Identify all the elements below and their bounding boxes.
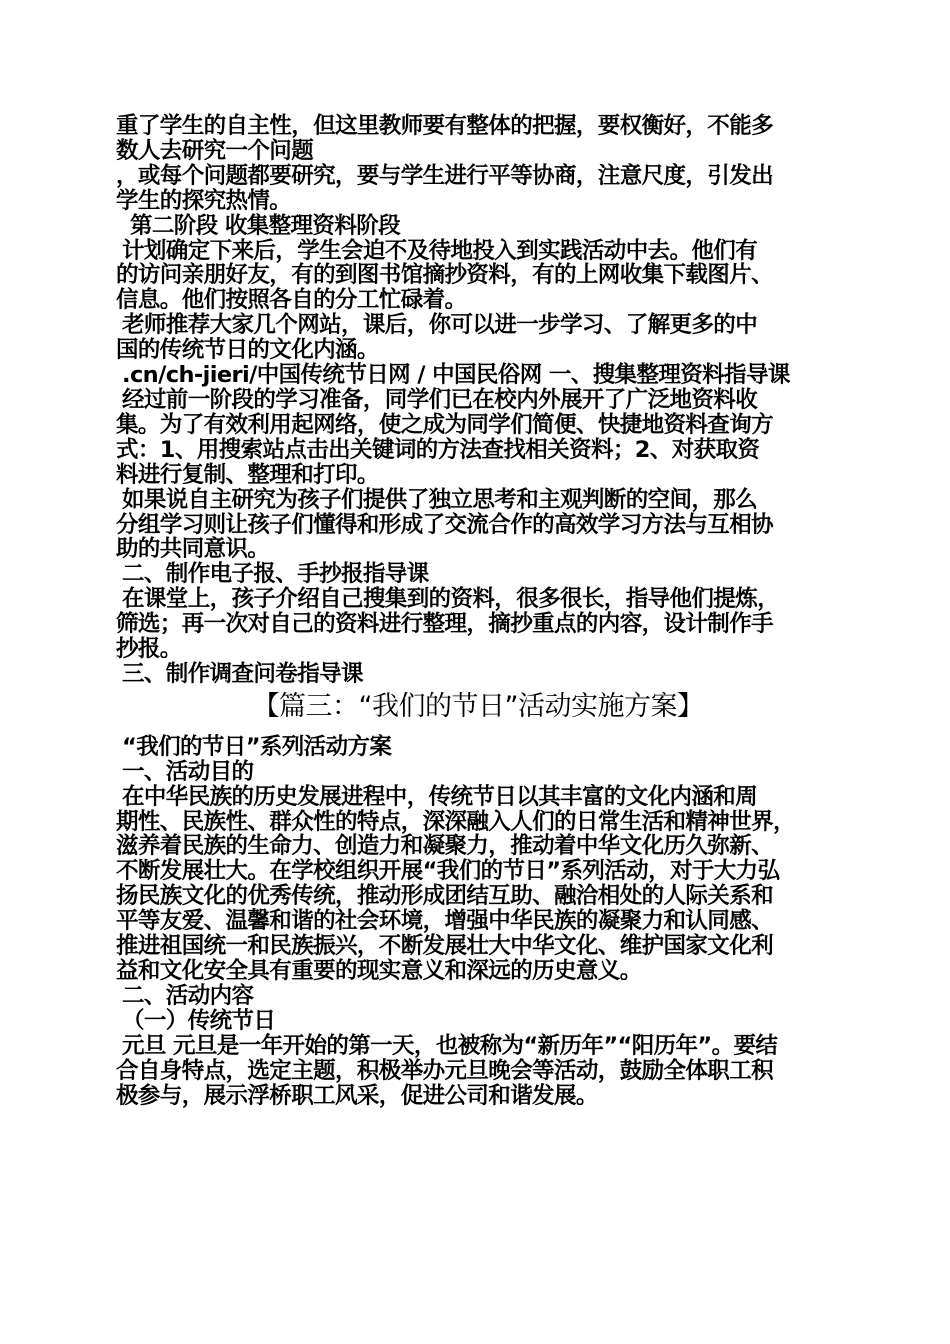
text-line: 分组学习则让孩子们懂得和形成了交流合作的高效学习方法与互相协 xyxy=(116,511,774,538)
text-line: 助的共同意识。 xyxy=(116,536,270,563)
text-line: 学生的探究热情。 xyxy=(116,187,292,214)
text-line: 老师推荐大家几个网站，课后，你可以进一步学习、了解更多的中 xyxy=(122,312,758,339)
text-line: 数人去研究一个问题 xyxy=(116,137,314,164)
text-line: 滋养着民族的生命力、创造力和凝聚力，推动着中华文化历久弥新、 xyxy=(116,833,774,860)
heading-newspaper-lesson: 二、制作电子报、手抄报指导课 xyxy=(122,561,429,588)
text-line: 如果说自主研究为孩子们提供了独立思考和主观判断的空间，那么 xyxy=(122,486,758,513)
text-line: 元旦 元旦是一年开始的第一天，也被称为“新历年”“阳历年”。要结 xyxy=(122,1032,778,1059)
text-line: 在中华民族的历史发展进程中，传统节日以其丰富的文化内涵和周 xyxy=(122,783,758,810)
text-block-after xyxy=(116,735,840,1109)
heading-traditional-festivals: （一）传统节日 xyxy=(122,1007,276,1034)
document-page xyxy=(116,114,840,1108)
text-line: 经过前一阶段的学习准备，同学们已在校内外展开了广泛地资料收 xyxy=(122,386,758,413)
text-line: 平等友爱、温馨和谐的社会环境，增强中华民族的凝聚力和认同感、 xyxy=(116,908,774,935)
text-block-before xyxy=(116,114,840,687)
text-line: .cn/ch-jieri/中国传统节日网 / 中国民俗网 一、搜集整理资料指导课 xyxy=(122,362,790,389)
heading-activity-purpose: 一、活动目的 xyxy=(122,758,254,785)
text-line: 不断发展壮大。在学校组织开展“我们的节日”系列活动，对于大力弘 xyxy=(116,858,780,885)
heading-stage-two: 第二阶段 收集整理资料阶段 xyxy=(130,212,401,239)
text-line: 扬民族文化的优秀传统，推动形成团结互助、融洽相处的人际关系和 xyxy=(116,883,774,910)
section-title: 【篇三：“我们的节日”活动实施方案】 xyxy=(252,690,704,722)
text-line: ，或每个问题都要研究，要与学生进行平等协商，注意尺度，引发出 xyxy=(116,162,774,189)
text-line: 式：1、用搜索站点击出关键词的方法查找相关资料；2、对获取资 xyxy=(116,436,760,463)
text-line: 推进祖国统一和民族振兴，不断发展壮大中华文化、维护国家文化利 xyxy=(116,933,774,960)
text-line: 的访问亲朋好友，有的到图书馆摘抄资料，有的上网收集下载图片、 xyxy=(116,262,774,289)
text-line: 合自身特点，选定主题，积极举办元旦晚会等活动，鼓励全体职工积 xyxy=(116,1057,774,1084)
heading-activity-content: 二、活动内容 xyxy=(122,982,254,1009)
text-line: 重了学生的自主性，但这里教师要有整体的把握，要权衡好，不能多 xyxy=(116,113,774,139)
text-line: 集。为了有效利用起网络，使之成为同学们简便、快捷地资料查询方 xyxy=(116,411,774,438)
text-line: 料进行复制、整理和打印。 xyxy=(116,461,379,488)
text-line: 抄报。 xyxy=(116,636,182,663)
text-line: 信息。他们按照各自的分工忙碌着。 xyxy=(116,287,467,314)
text-line: 计划确定下来后，学生会迫不及待地投入到实践活动中去。他们有 xyxy=(122,237,758,264)
text-line: 期性、民族性、群众性的特点，深深融入人们的日常生活和精神世界， xyxy=(116,808,795,835)
text-line: 极参与，展示浮桥职工风采，促进公司和谐发展。 xyxy=(116,1082,598,1109)
text-line: 筛选；再一次对自己的资料进行整理，摘抄重点的内容，设计制作手 xyxy=(116,611,774,638)
heading-activity-plan: “我们的节日”系列活动方案 xyxy=(122,733,392,760)
text-line: 益和文化安全具有重要的现实意义和深远的历史意义。 xyxy=(116,958,642,984)
text-line: 在课堂上，孩子介绍自己搜集到的资料，很多很长，指导他们提炼， xyxy=(122,586,780,613)
heading-survey-lesson: 三、制作调查问卷指导课 xyxy=(122,660,363,687)
text-line: 国的传统节日的文化内涵。 xyxy=(116,337,379,364)
